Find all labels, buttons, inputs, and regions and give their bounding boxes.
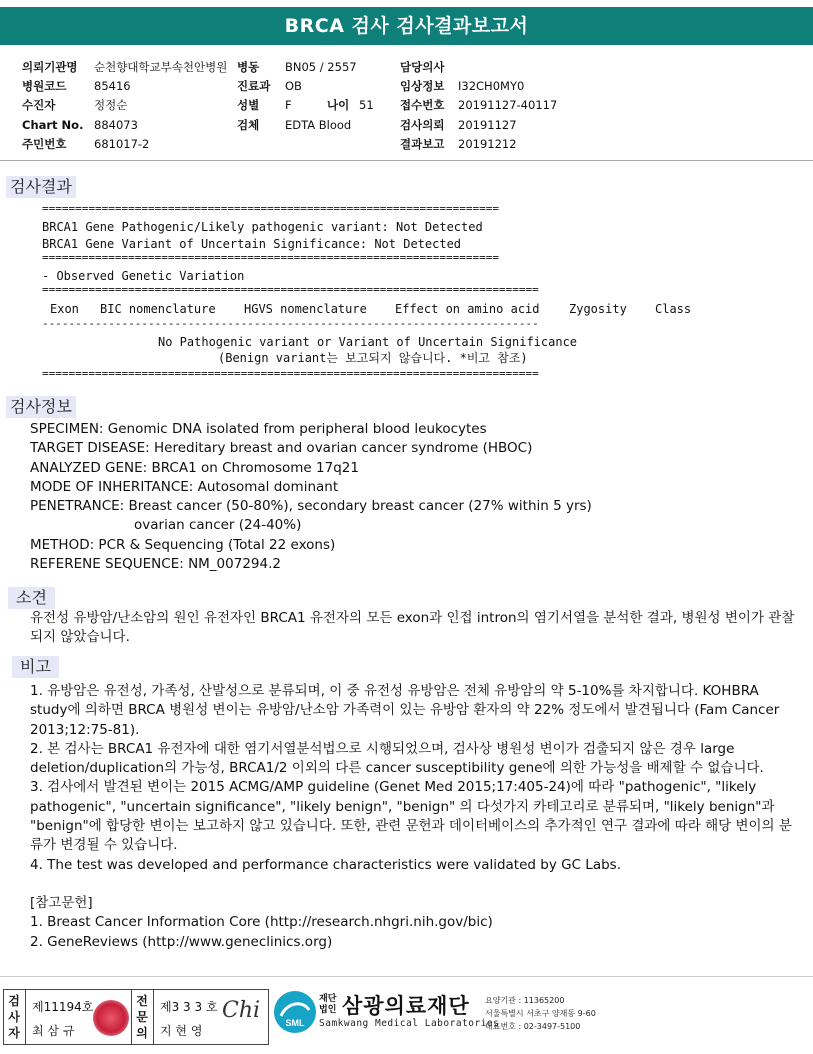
col-header-effect: Effect on amino acid — [395, 302, 540, 316]
logo-foundation-label: 재단법인 — [319, 994, 337, 1015]
col-header-zygosity: Zygosity — [569, 302, 627, 316]
header-label: 담당의사 — [400, 60, 445, 74]
header-row-department — [237, 75, 302, 94]
references-title: [참고문헌] — [30, 894, 93, 911]
spacer — [30, 875, 800, 894]
header-label: Chart No. — [22, 118, 84, 132]
result-no-variant: No Pathogenic variant or Variant of Uncertain Significance — [158, 335, 578, 349]
header-row-ward — [237, 56, 357, 75]
result-rule-mid: ===================================================================== — [42, 251, 499, 264]
org-code: 요양기관 : 11365200 — [485, 996, 565, 1005]
header-label-age: 나이 — [327, 98, 350, 112]
header-label: 병원코드 — [22, 79, 67, 93]
official-seal-stamp — [93, 1000, 129, 1036]
section-title-remarks: 비고 — [12, 656, 59, 678]
header-label: 진료과 — [237, 79, 271, 93]
info-analyzed-gene: ANALYZED GENE: BRCA1 on Chromosome 17q21 — [30, 459, 359, 476]
header-value: I32CH0MY0 — [458, 79, 525, 93]
result-table-rule-top: =========================================================================== — [42, 283, 539, 296]
header-value: 20191127-40117 — [458, 98, 558, 112]
header-row-hospital-code — [22, 75, 131, 94]
specialist-signature: Chi — [222, 998, 261, 1023]
result-vus-line: BRCA1 Gene Variant of Uncertain Significance: Not Detected — [42, 237, 462, 251]
footer-divider — [0, 976, 813, 977]
info-reference: REFERENE SEQUENCE: NM_007294.2 — [30, 556, 281, 573]
tester-label — [5, 993, 23, 1041]
col-divider — [153, 990, 154, 1044]
header-value: 85416 — [94, 79, 131, 93]
header-label: 검체 — [237, 118, 260, 132]
header-value: 681017-2 — [94, 137, 150, 151]
header-value: 순천향대학교부속천안병원 — [94, 60, 228, 74]
result-observed-label: - Observed Genetic Variation — [42, 269, 245, 283]
specialist-label — [133, 993, 151, 1041]
col-header-bic: BIC nomenclature — [100, 302, 216, 316]
info-target-disease: TARGET DISEASE: Hereditary breast and ovarian cancer syndrome (HBOC) — [30, 440, 533, 457]
result-pathogenic-line: BRCA1 Gene Pathogenic/Likely pathogenic variant: Not Detected — [42, 220, 483, 234]
header-label: 의뢰기관명 — [22, 60, 78, 74]
tester-name: 최 삼 규 — [32, 1024, 75, 1038]
col-header-class: Class — [655, 302, 692, 316]
section-title-result: 검사결과 — [6, 176, 76, 198]
header-value: 884073 — [94, 118, 138, 132]
specialist-license-no: 제3 3 3 호 — [160, 1000, 218, 1014]
header-row-doctor — [400, 56, 458, 75]
header-row-patient — [22, 94, 127, 113]
result-benign-note: (Benign variant는 보고되지 않습니다. *비고 참조) — [218, 351, 528, 365]
header-label: 검사의뢰 — [400, 118, 445, 132]
tester-label-text: 검사자 — [8, 994, 20, 1040]
section-title-info: 검사정보 — [6, 396, 76, 418]
info-method: METHOD: PCR & Sequencing (Total 22 exons) — [30, 536, 336, 553]
header-value: 20191127 — [458, 118, 517, 132]
header-row-resident-no — [22, 133, 149, 152]
header-label: 임상정보 — [400, 79, 445, 93]
header-row-receipt-no — [400, 94, 557, 113]
info-penetrance-cont: ovarian cancer (24-40%) — [134, 517, 302, 534]
col-divider — [131, 990, 132, 1044]
specialist-label-text: 전문의 — [136, 994, 148, 1040]
header-value: BN05 / 2557 — [285, 60, 357, 74]
remark-2: 2. 본 검사는 BRCA1 유전자에 대한 염기서열분석법으로 시행되었으며, 검사상 병원성 변이가 검출되지 않은 경우 large deletion/duplication의 가능성, BRCA1/2 이외의 다른 cancer susceptibility gene에 의한 가능성을 배제할 수 없습니다. — [30, 740, 764, 777]
header-row-chart-no — [22, 114, 138, 133]
header-label: 접수번호 — [400, 98, 445, 112]
org-contact-info — [485, 994, 596, 1033]
header-row-request-date — [400, 114, 517, 133]
result-table-rule-bottom: =========================================================================== — [42, 367, 539, 380]
header-label: 병동 — [237, 60, 260, 74]
section-title-finding: 소견 — [8, 587, 55, 609]
col-header-hgvs: HGVS nomenclature — [244, 302, 367, 316]
tester-license-no: 제11194호 — [32, 1000, 94, 1014]
header-label: 성별 — [237, 98, 260, 112]
header-divider — [0, 160, 813, 161]
org-address: 서울특별시 서초구 양재동 9-60 — [485, 1009, 596, 1018]
col-header-exon: Exon — [50, 302, 79, 316]
info-inheritance: MODE OF INHERITANCE: Autosomal dominant — [30, 478, 339, 495]
reference-2: 2. GeneReviews (http://www.geneclinics.org) — [30, 933, 333, 950]
remark-3: 3. 검사에서 발견된 변이는 2015 ACMG/AMP guideline (Genet Med 2015;17:405-24)에 따라 "pathogenic", "likely pathogenic", "uncertain significance", "likely benign", "benign" 의 다섯가지 카테고리로 분류되며, "likely benign"과 "benign"에 합당한 변이는 보고하지 않고 있습니다. 또한, 관련 문헌과 데이터베이스의 추가적인 연구 결과에 따라 해당 변이의 분류가 변경될 수 있습니다. — [30, 779, 792, 854]
specialist-name: 지 현 영 — [160, 1024, 203, 1038]
org-phone: 대표번호 : 02-3497-5100 — [485, 1022, 581, 1031]
header-row-report-date — [400, 133, 517, 152]
header-value: 20191212 — [458, 137, 517, 151]
header-value: OB — [285, 79, 302, 93]
header-row-specimen — [237, 114, 351, 133]
header-value: EDTA Blood — [285, 118, 352, 132]
finding-text: 유전성 유방암/난소암의 원인 유전자인 BRCA1 유전자의 모든 exon과 인접 intron의 염기서열을 분석한 결과, 병원성 변이가 관찰되지 않았습니다. — [30, 610, 795, 646]
logo-sml-text: SML — [285, 1018, 305, 1028]
header-value: F — [285, 98, 292, 112]
header-label: 결과보고 — [400, 137, 445, 151]
result-rule-top: ===================================================================== — [42, 202, 499, 215]
header-row-institution — [22, 56, 227, 75]
col-divider — [25, 990, 26, 1044]
header-row-clinical-info — [400, 75, 524, 94]
remark-4: 4. The test was developed and performance characteristics were validated by GC Labs. — [30, 856, 621, 873]
report-title: BRCA 검사 검사결과보고서 — [0, 7, 813, 45]
remark-1: 1. 유방암은 유전성, 가족성, 산발성으로 분류되며, 이 중 유전성 유방암은 전체 유방암의 약 5-10%를 차지합니다. KOHBRA study에 의하면 BRCA 병원성 변이는 유방암/난소암 가족력이 있는 유방암 환자의 약 22% 정도에서 발견됩니다 (Fam Cancer 2013;12:75-81). — [30, 683, 780, 738]
header-value: 정정순 — [94, 98, 128, 112]
info-penetrance: PENETRANCE: Breast cancer (50-80%), secondary breast cancer (27% within 5 yrs) — [30, 498, 592, 515]
info-specimen: SPECIMEN: Genomic DNA isolated from peripheral blood leukocytes — [30, 421, 487, 437]
header-row-sex — [237, 94, 374, 113]
result-table-rule-single: --------------------------------------------------------------------------- — [42, 317, 539, 330]
header-label: 주민번호 — [22, 137, 67, 151]
test-info — [30, 420, 592, 574]
remarks-list — [30, 682, 800, 952]
sml-logo-icon — [273, 990, 317, 1034]
logo-org-english: Samkwang Medical Laboratories — [319, 1018, 500, 1029]
logo-org-name: 삼광의료재단 — [342, 994, 470, 1018]
header-value-age: 51 — [359, 98, 374, 112]
header-label: 수진자 — [22, 98, 56, 112]
reference-1: 1. Breast Cancer Information Core (http://research.nhgri.nih.gov/bic) — [30, 914, 493, 931]
